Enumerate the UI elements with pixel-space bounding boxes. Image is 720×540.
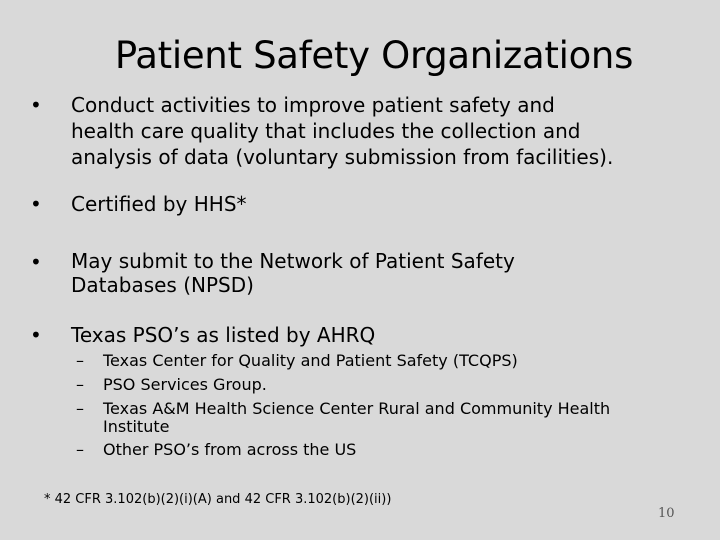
sub-bullet-line: Other PSO’s from across the US [103,440,357,459]
bullet-text [71,322,701,348]
sub-bullet-line: Texas A&M Health Science Center Rural and Community Health [103,399,611,418]
bullet-text [71,92,701,170]
slide-title: Patient Safety Organizations [114,34,634,77]
bullet-line: Texas PSO’s as listed by AHRQ [71,323,376,347]
dash-marker: – [76,375,84,394]
bullet-line: Certified by HHS* [71,192,247,216]
bullet-line: Databases (NPSD) [71,273,254,297]
bullet-marker: • [30,323,42,347]
sub-bullet-text [103,400,610,436]
bullet-line: Conduct activities to improve patient safety and [71,93,555,117]
dash-marker: – [76,440,84,459]
bullet-marker: • [30,192,42,216]
bullet-text [71,191,701,217]
sub-bullet-text [103,376,267,394]
sub-bullet-text [103,441,356,459]
bullet-line: May submit to the Network of Patient Safety [71,249,515,273]
sub-bullet-line: Texas Center for Quality and Patient Safety (TCQPS) [103,351,518,370]
dash-marker: – [76,351,84,370]
bullet-line: health care quality that includes the collection and [71,119,581,143]
sub-bullet-line: Institute [103,417,170,436]
sub-bullet-text [103,352,518,370]
bullet-text [71,249,701,297]
page-number: 10 [658,506,675,521]
footnote: * 42 CFR 3.102(b)(2)(i)(A) and 42 CFR 3.102(b)(2)(ii)) [44,492,392,507]
bullet-marker: • [30,250,42,274]
sub-bullet-line: PSO Services Group. [103,375,267,394]
dash-marker: – [76,399,84,418]
bullet-line: analysis of data (voluntary submission from facilities). [71,145,614,169]
bullet-marker: • [30,93,42,117]
